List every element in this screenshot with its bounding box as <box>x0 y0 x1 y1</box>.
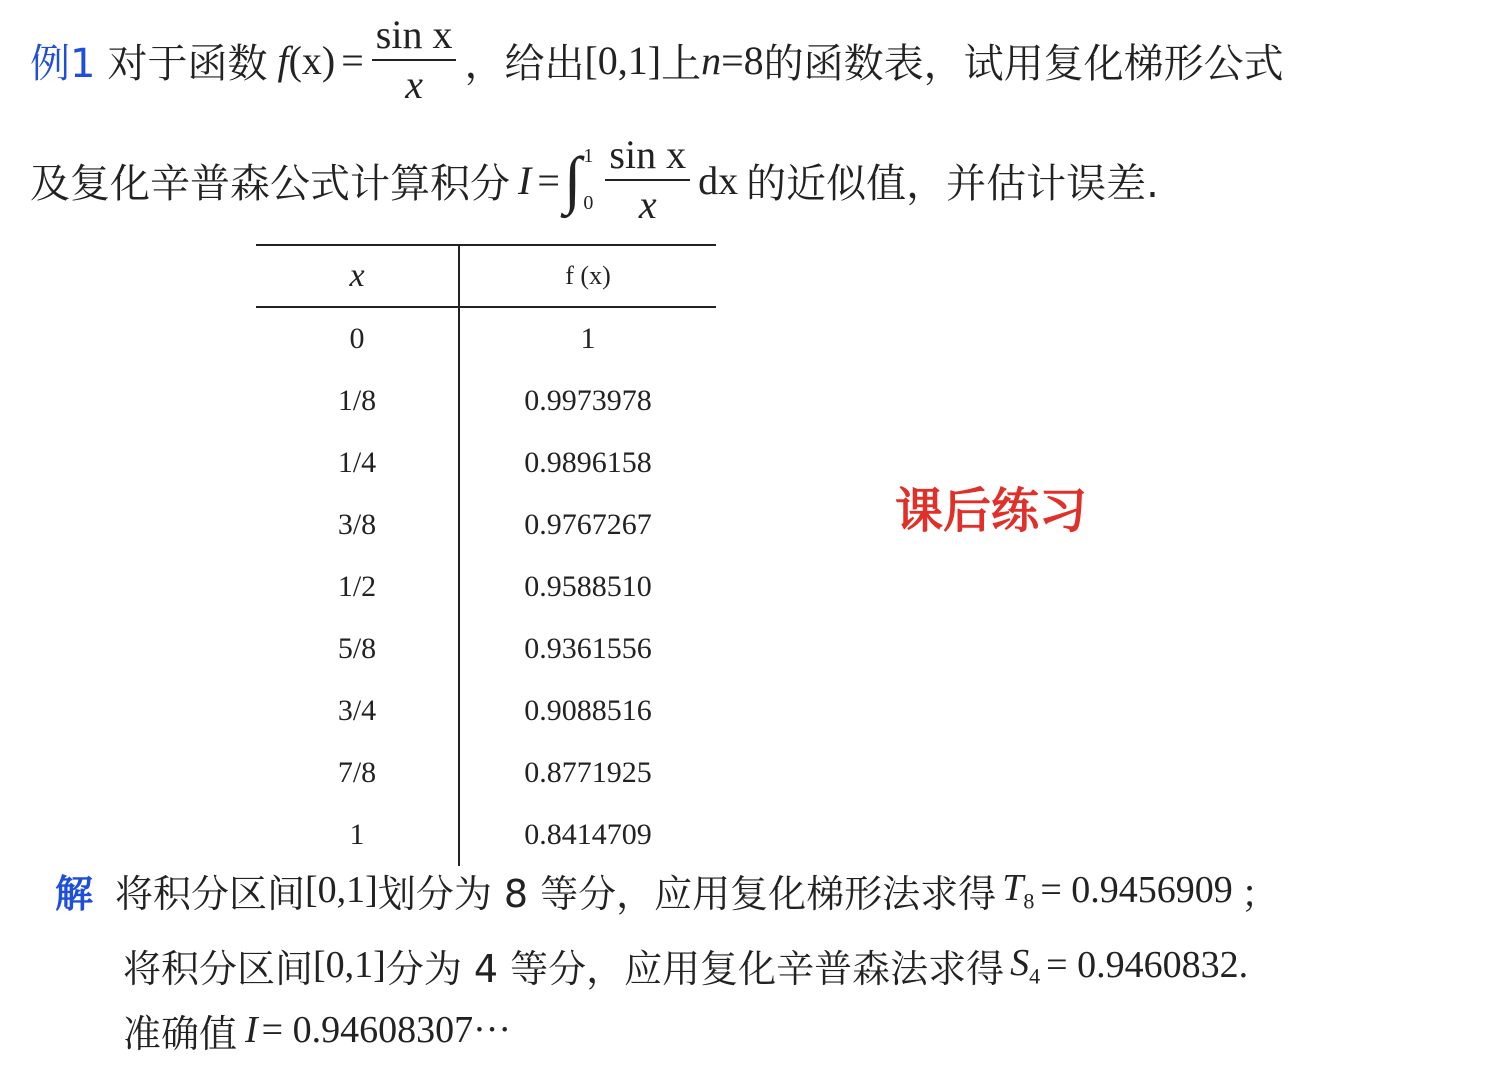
table-row <box>256 432 716 494</box>
integrand-numerator: sin x <box>605 133 690 181</box>
trapezoid-result <box>1002 865 1034 915</box>
solution-line-1 <box>55 860 1279 920</box>
solution-interval-2: [0,1] <box>313 944 386 986</box>
fx-cell: 0.9896158 <box>524 446 652 479</box>
solution-interval-1: [0,1] <box>305 869 378 911</box>
upper-limit: 1 <box>583 145 594 167</box>
interval: [0,1] <box>584 37 662 83</box>
fx-cell: 1 <box>580 322 596 355</box>
trapezoid-symbol: T <box>1002 867 1024 910</box>
definite-integral <box>564 145 594 215</box>
x-cell: 1/8 <box>256 370 459 432</box>
equals-sign: = <box>341 37 364 83</box>
function-value-table <box>256 244 716 866</box>
solution-line-2-b: 分为 4 等分，应用复化辛普森法求得 <box>385 946 1005 991</box>
table-row <box>256 494 716 556</box>
simpson-subscript: 4 <box>1029 963 1041 989</box>
x-cell: 3/4 <box>256 680 459 742</box>
fx-cell: 0.9361556 <box>524 632 652 665</box>
integrand-fraction <box>605 133 690 227</box>
fx-cell: 0.9088516 <box>524 694 652 727</box>
simpson-symbol: S <box>1010 942 1030 985</box>
fx-cell: 0.9588510 <box>524 570 652 603</box>
x-cell: 1 <box>256 804 459 866</box>
problem-line-2-end: 的近似值，并估计误差. <box>746 160 1159 207</box>
x-cell: 3/8 <box>256 494 459 556</box>
semicolon: ； <box>1240 871 1279 916</box>
solution-label: 解 <box>55 871 94 916</box>
n-variable: n <box>701 37 722 83</box>
x-cell: 1/2 <box>256 556 459 618</box>
fx-cell: 0.9767267 <box>524 508 652 541</box>
x-cell: 0 <box>256 307 459 370</box>
x-cell: 1/4 <box>256 432 459 494</box>
table-row <box>256 307 716 370</box>
trapezoid-subscript: 8 <box>1023 888 1035 914</box>
fx-cell: 0.8771925 <box>524 756 652 789</box>
table-row <box>256 556 716 618</box>
table-row <box>256 370 716 432</box>
problem-line-1 <box>30 10 1284 110</box>
practice-label: 课后练习 <box>895 483 1088 539</box>
simpson-value: = 0.9460832. <box>1046 944 1249 986</box>
trapezoid-value: = 0.9456909 <box>1040 869 1233 911</box>
solution-line-1-b: 划分为 8 等分，应用复化梯形法求得 <box>377 871 997 916</box>
header-x: x <box>256 245 459 307</box>
integral-equals: = <box>537 157 560 203</box>
integral-limits <box>583 145 593 215</box>
example-label: 例1 <box>30 40 96 87</box>
fx-cell: 0.8414709 <box>524 818 652 851</box>
exact-value: = 0.94608307··· <box>261 1009 512 1051</box>
solution-line-2-a: 将积分区间 <box>123 946 314 991</box>
table-row <box>256 618 716 680</box>
solution-line-3 <box>123 1000 511 1060</box>
fx-cell: 0.9973978 <box>524 384 652 417</box>
simpson-result <box>1010 940 1040 990</box>
problem-on-text: 上 <box>661 40 702 87</box>
sinx-over-x-fraction <box>372 13 457 107</box>
table-row <box>256 680 716 742</box>
integral-variable: I <box>518 157 532 203</box>
fraction-denominator: x <box>405 62 423 107</box>
solution-line-2 <box>123 935 1248 995</box>
lower-limit: 0 <box>583 192 594 214</box>
integral-sign: ∫ <box>563 144 582 215</box>
function-argument: (x) <box>288 37 336 83</box>
table-row <box>256 804 716 866</box>
problem-line-2-start: 及复化辛普森公式计算积分 <box>30 160 510 207</box>
table-row <box>256 742 716 804</box>
x-cell: 5/8 <box>256 618 459 680</box>
differential: dx <box>698 157 739 203</box>
fraction-numerator: sin x <box>372 13 457 61</box>
problem-intro-text: 对于函数 <box>107 40 268 87</box>
solution-line-1-a: 将积分区间 <box>115 871 306 916</box>
problem-line-1-end: 的函数表，试用复化梯形公式 <box>763 40 1284 87</box>
table-header-row <box>256 245 716 307</box>
integrand-denominator: x <box>638 182 657 227</box>
header-fx: f (x) <box>459 245 716 307</box>
problem-mid-text: ，给出 <box>464 40 585 87</box>
problem-line-2 <box>30 130 1159 230</box>
x-cell: 7/8 <box>256 742 459 804</box>
exact-value-label: 准确值 <box>123 1011 238 1056</box>
n-value: =8 <box>721 37 764 83</box>
function-name: f <box>277 37 289 83</box>
exact-value-symbol: I <box>245 1009 258 1051</box>
